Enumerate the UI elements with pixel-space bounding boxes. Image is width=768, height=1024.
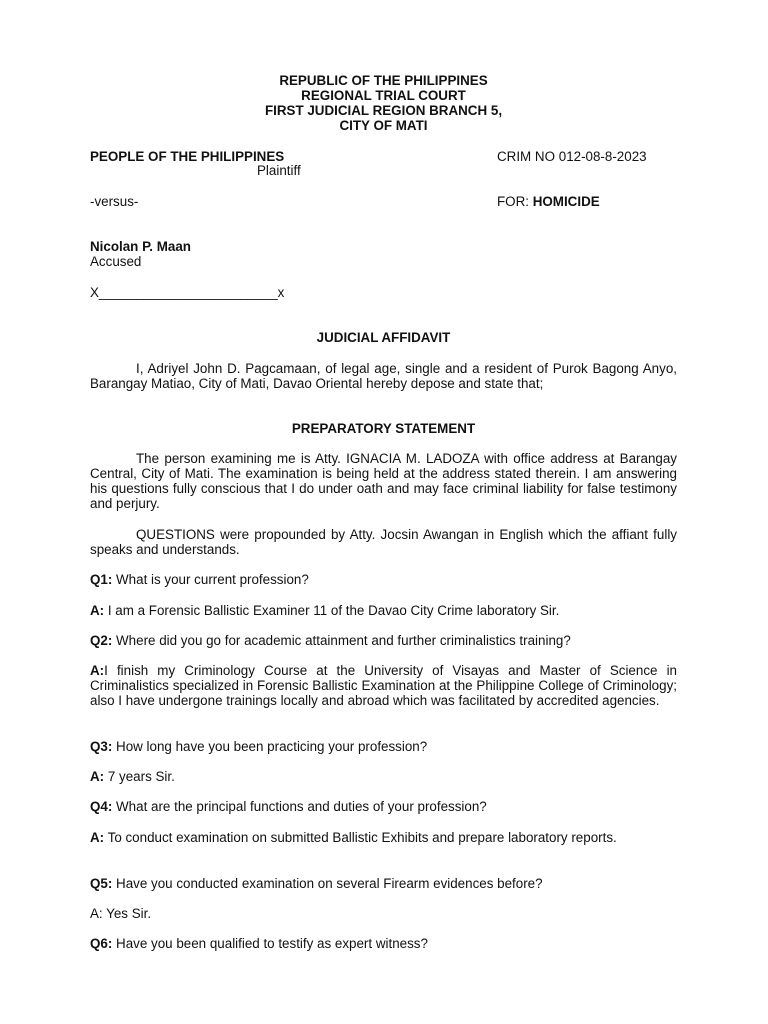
question-6: Q6: Have you been qualified to testify as expert witness? xyxy=(90,936,428,951)
answer-4: A: To conduct examination on submitted Ballistic Exhibits and prepare laboratory reports. xyxy=(90,830,617,845)
answer-1: A: I am a Forensic Ballistic Examiner 11 of the Davao City Crime laboratory Sir. xyxy=(90,603,560,618)
answer-5: A: Yes Sir. xyxy=(90,906,152,921)
question-2: Q2: Where did you go for academic attainment and further criminalistics training? xyxy=(90,633,571,648)
preparatory-paragraph-2: QUESTIONS were propounded by Atty. Jocsin Awangan in English which the affiant fully speaks and understands. xyxy=(90,527,677,557)
caption-separator: X________________________x xyxy=(90,285,285,300)
charge-line xyxy=(497,194,600,209)
accused-name: Nicolan P. Maan xyxy=(90,239,191,254)
document-title: JUDICIAL AFFIDAVIT xyxy=(316,330,451,345)
question-1: Q1: What is your current profession? xyxy=(90,572,309,587)
plaintiff-name: PEOPLE OF THE PHILIPPINES xyxy=(90,149,285,164)
header-region: FIRST JUDICIAL REGION BRANCH 5, xyxy=(264,103,503,118)
question-4: Q4: What are the principal functions and duties of your profession? xyxy=(90,799,487,814)
header-republic: REPUBLIC OF THE PHILIPPINES xyxy=(279,73,488,88)
preparatory-heading: PREPARATORY STATEMENT xyxy=(291,421,476,436)
accused-label: Accused xyxy=(90,254,142,269)
answer-3: A: 7 years Sir. xyxy=(90,769,175,784)
header-court: REGIONAL TRIAL COURT xyxy=(301,88,466,103)
case-number: CRIM NO 012-08-8-2023 xyxy=(497,149,647,164)
charge-value: HOMICIDE xyxy=(532,194,600,209)
header-city: CITY OF MATI xyxy=(339,118,428,133)
question-5: Q5: Have you conducted examination on several Firearm evidences before? xyxy=(90,876,543,891)
answer-2: A:I finish my Criminology Course at the University of Visayas and Master of Science in Criminalistics specialized in Forensic Ballistic Examination at the Philippine College of Criminology; also I have undergone trainings locally and abroad which was facilitated by accredited agencies. xyxy=(90,663,677,708)
intro-paragraph: I, Adriyel John D. Pagcamaan, of legal age, single and a resident of Purok Bagong Anyo, Barangay Matiao, City of Mati, Davao Oriental hereby depose and state that; xyxy=(90,361,677,391)
preparatory-paragraph-1: The person examining me is Atty. IGNACIA M. LADOZA with office address at Barangay Central, City of Mati. The examination is being held at the address stated therein. I am answering his questions fully conscious that I do under oath and may face criminal liability for false testimony and perjury. xyxy=(90,451,677,511)
versus-label: -versus- xyxy=(90,194,139,209)
question-3: Q3: How long have you been practicing your profession? xyxy=(90,739,428,754)
charge-label: FOR: xyxy=(497,194,533,209)
plaintiff-label: Plaintiff xyxy=(257,163,301,178)
